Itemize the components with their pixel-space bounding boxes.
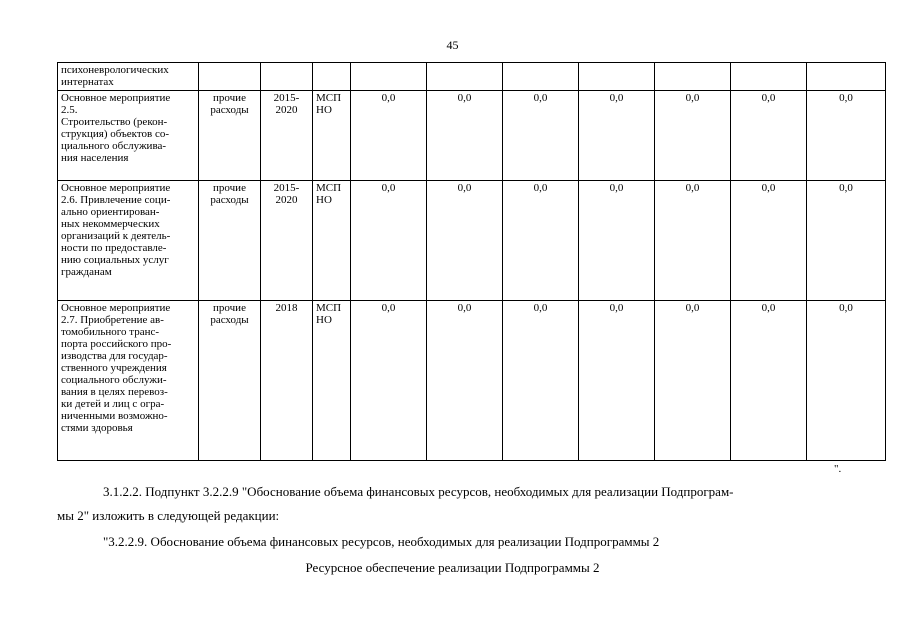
activity-name-line: Строительство (рекон- [61, 116, 168, 128]
activity-name-line: нию социальных услуг [61, 254, 169, 266]
activity-name-cell [58, 63, 199, 91]
expense-type-cell [199, 181, 261, 301]
activity-name-line: ниченными возможно- [61, 410, 168, 422]
period-line: 2015- [273, 92, 300, 104]
table-row [58, 91, 886, 181]
activity-name-line: социального обслужи- [61, 374, 167, 386]
activity-name-line: ально ориентирован- [61, 206, 160, 218]
executor-line: НО [316, 314, 332, 326]
period-cell [261, 301, 313, 461]
table-row [58, 181, 886, 301]
expense-type-cell [199, 301, 261, 461]
value-cell: 0,0 [503, 91, 579, 181]
value-cell: 0,0 [807, 181, 886, 301]
activity-name-line: Основное мероприятие [61, 92, 171, 104]
table-cell [427, 63, 503, 91]
paragraph-amendment-line-2: мы 2" изложить в следующей редакции: [57, 508, 280, 523]
activity-name-cell [58, 91, 199, 181]
value-cell: 0,0 [503, 181, 579, 301]
value-cell: 0,0 [579, 301, 655, 461]
period-cell [261, 181, 313, 301]
activity-name-line: 2.7. Приобретение ав- [61, 314, 164, 326]
value-cell: 0,0 [731, 91, 807, 181]
value-cell: 0,0 [579, 91, 655, 181]
activity-name-line: гражданам [61, 266, 112, 278]
value-cell: 0,0 [351, 181, 427, 301]
paragraph-amendment-line-1: 3.1.2.2. Подпункт 3.2.2.9 "Обоснование объема финансовых ресурсов, необходимых для реализации Подпрограм- [103, 484, 734, 499]
value-cell: 0,0 [579, 181, 655, 301]
activity-name-line: интернатах [61, 76, 114, 88]
executor-line: МСП [316, 302, 342, 314]
value-cell: 0,0 [731, 181, 807, 301]
executor-cell [313, 91, 351, 181]
executor-cell [313, 181, 351, 301]
paragraph-table-title: Ресурсное обеспечение реализации Подпрограммы 2 [305, 560, 600, 575]
executor-line: НО [316, 194, 332, 206]
executor-line: МСП [316, 92, 342, 104]
table-cell [351, 63, 427, 91]
activity-name-line: Основное мероприятие [61, 182, 171, 194]
value-cell: 0,0 [807, 91, 886, 181]
expense-type-line: расходы [210, 194, 249, 206]
activity-name-line: струкция) объектов со- [61, 128, 170, 140]
value-cell: 0,0 [655, 181, 731, 301]
activity-name-line: томобильного транс- [61, 326, 160, 338]
expense-type-line: расходы [210, 104, 249, 116]
activity-name-line: стями здоровья [61, 422, 133, 434]
activity-name-line: психоневрологических [61, 64, 169, 76]
period-line: 2020 [275, 104, 298, 116]
activity-name-cell [58, 181, 199, 301]
paragraph-section-heading: "3.2.2.9. Обоснование объема финансовых ресурсов, необходимых для реализации Подпрограммы 2 [103, 534, 660, 549]
activity-name-line: вания в целях перевоз- [61, 386, 168, 398]
value-cell: 0,0 [807, 301, 886, 461]
activity-name-line: Основное мероприятие [61, 302, 171, 314]
table-cell [199, 63, 261, 91]
table-cell [503, 63, 579, 91]
page-number: 45 [446, 38, 459, 52]
period-line: 2015- [273, 182, 300, 194]
value-cell: 0,0 [351, 91, 427, 181]
activity-name-line: организаций к деятель- [61, 230, 171, 242]
activity-name-line: ния населения [61, 152, 129, 164]
table-row [58, 301, 886, 461]
activity-name-line: 2.6. Привлечение соци- [61, 194, 171, 206]
activity-name-line: 2.5. [61, 104, 78, 116]
resource-table [57, 62, 886, 461]
expense-type-cell [199, 91, 261, 181]
activity-name-line: ственного учреждения [61, 362, 167, 374]
expense-type-line: прочие [213, 302, 246, 314]
activity-name-line: циального обслужива- [61, 140, 167, 152]
expense-type-line: прочие [213, 92, 246, 104]
activity-name-line: ки детей и лиц с огра- [61, 398, 165, 410]
activity-name-line: ных некоммерческих [61, 218, 160, 230]
table-row [58, 63, 886, 91]
value-cell: 0,0 [503, 301, 579, 461]
executor-line: НО [316, 104, 332, 116]
value-cell: 0,0 [427, 181, 503, 301]
value-cell: 0,0 [655, 91, 731, 181]
table-cell [807, 63, 886, 91]
expense-type-line: расходы [210, 314, 249, 326]
activity-name-line: изводства для государ- [61, 350, 168, 362]
executor-cell [313, 301, 351, 461]
executor-line: МСП [316, 182, 342, 194]
value-cell: 0,0 [351, 301, 427, 461]
value-cell: 0,0 [731, 301, 807, 461]
table-cell [579, 63, 655, 91]
table-cell [731, 63, 807, 91]
table-cell [261, 63, 313, 91]
period-line: 2020 [275, 194, 298, 206]
value-cell: 0,0 [427, 301, 503, 461]
table-cell [655, 63, 731, 91]
expense-type-line: прочие [213, 182, 246, 194]
value-cell: 0,0 [427, 91, 503, 181]
activity-name-line: ности по предоставле- [61, 242, 167, 254]
activity-name-cell [58, 301, 199, 461]
activity-name-line: порта российского про- [61, 338, 172, 350]
period-line: 2018 [275, 302, 298, 314]
period-cell [261, 91, 313, 181]
value-cell: 0,0 [655, 301, 731, 461]
table-cell [313, 63, 351, 91]
closing-quote-mark: ". [834, 463, 842, 475]
